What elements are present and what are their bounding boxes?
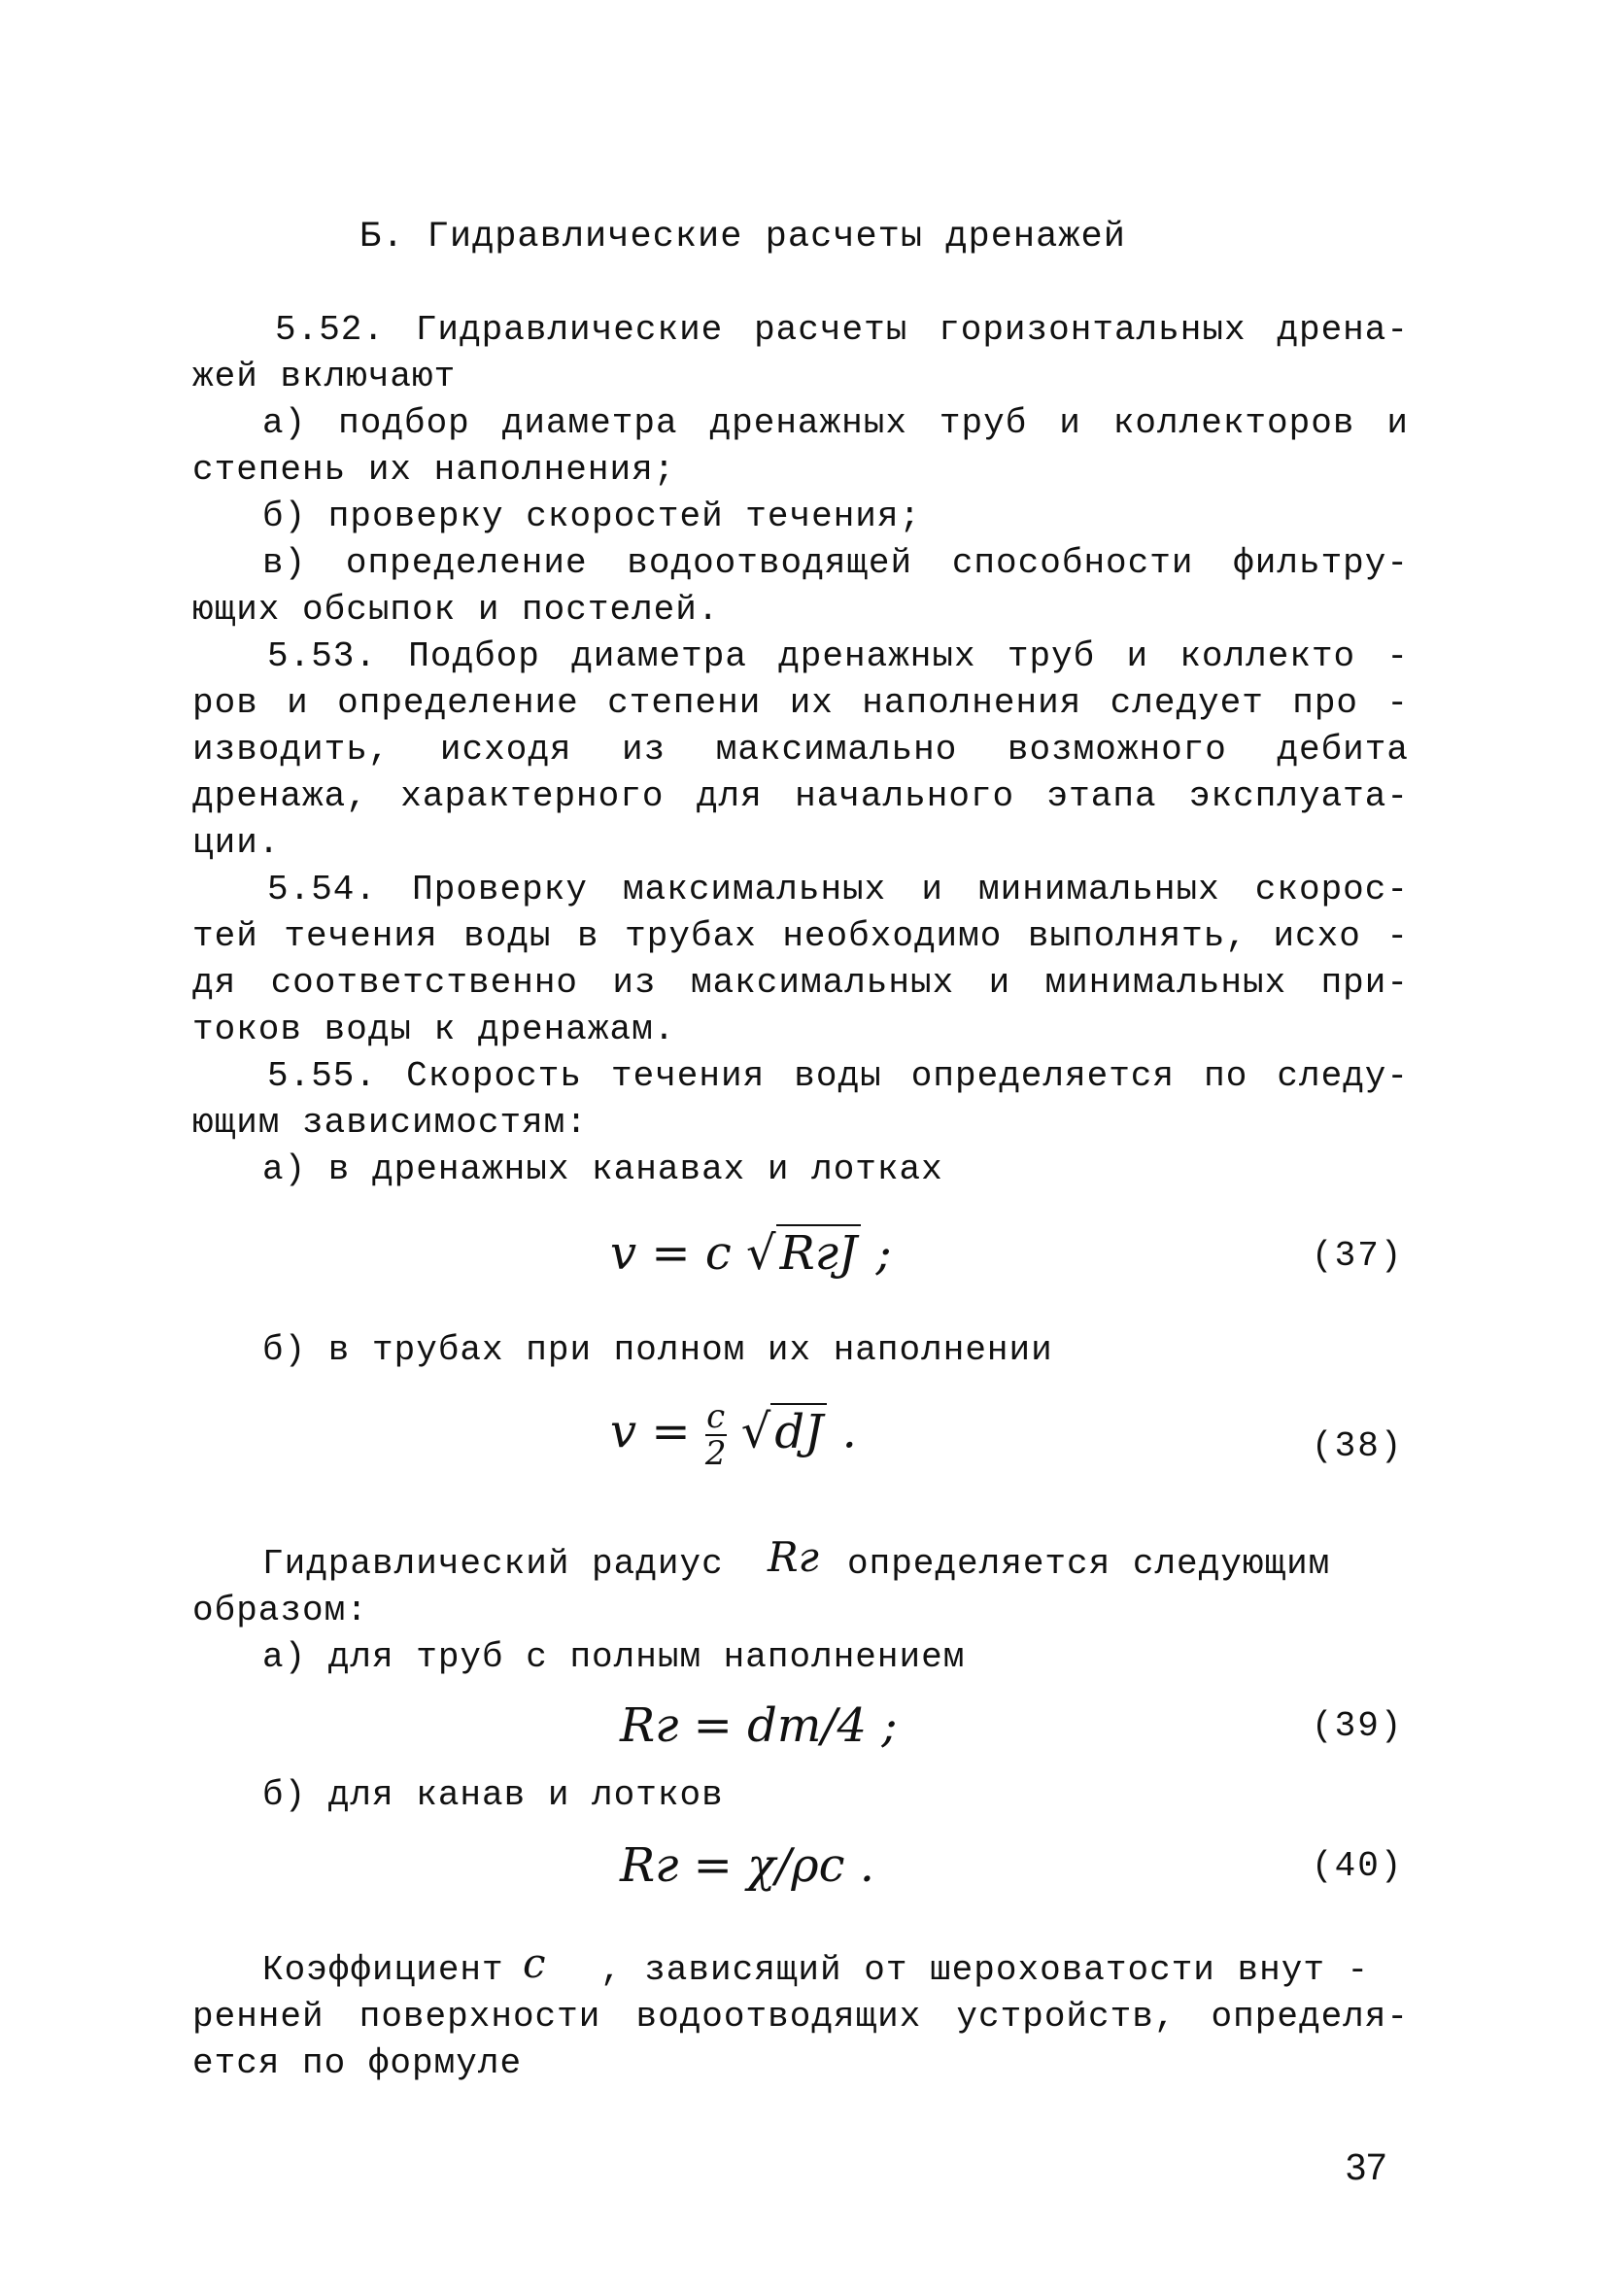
text-line: токов воды к дренажам.	[192, 1010, 676, 1049]
text-line: в) определение водоотводящей способности фильтру-	[262, 543, 1409, 583]
text-line: б) проверку скоростей течения;	[262, 497, 922, 536]
text-line: дя соответственно из максимальных и минимальных при-	[192, 963, 1409, 1003]
equation-number: (39)	[1312, 1706, 1404, 1746]
equation-number: (38)	[1312, 1426, 1404, 1466]
text-line: образом:	[192, 1591, 368, 1630]
text-line: 5.55. Скорость течения воды определяется по следу-	[267, 1056, 1409, 1096]
formula-37: v = c √RгJ ;	[610, 1226, 892, 1281]
symbol-c: c	[523, 1939, 546, 1987]
text-line: ющих обсыпок и постелей.	[192, 590, 720, 630]
text-line: жей включают	[192, 357, 457, 396]
text-line: ров и определение степени их наполнения следует про -	[192, 683, 1409, 723]
text-line: а) в дренажных канавах и лотках	[262, 1149, 943, 1189]
fraction: $\frac{c}{2}$	[704, 1397, 727, 1473]
equation-number: (40)	[1312, 1846, 1404, 1886]
text-line: изводить, исходя из максимально возможного дебита	[192, 730, 1409, 770]
text-line: степень их наполнения;	[192, 450, 676, 490]
text-line: 5.52. Гидравлические расчеты горизонтальных дрена-	[275, 310, 1409, 350]
text-line: ренней поверхности водоотводящих устройств, определя-	[192, 1997, 1409, 2037]
formula-40: Rг = χ/ρc .	[620, 1838, 875, 1893]
equation-number: (37)	[1312, 1236, 1404, 1276]
formula-39: Rг = dт/4 ;	[620, 1698, 898, 1753]
text-line: б) в трубах при полном их наполнении	[262, 1330, 1053, 1370]
section-heading: Б. Гидравлические расчеты дренажей	[359, 217, 1126, 257]
page-number: 37	[1346, 2147, 1387, 2188]
text-line: Гидравлический радиус	[262, 1544, 724, 1584]
text-line: 5.53. Подбор диаметра дренажных труб и коллекто -	[267, 636, 1409, 676]
text-line: 5.54. Проверку максимальных и минимальных скорос-	[267, 870, 1409, 909]
text-line: дренажа, характерного для начального этапа эксплуата-	[192, 776, 1409, 816]
text-line: б) для канав и лотков	[262, 1775, 724, 1815]
text-line: а) подбор диаметра дренажных труб и коллекторов и	[262, 403, 1409, 443]
text-line: определяется следующим	[847, 1544, 1331, 1584]
text-line: Коэффициент	[262, 1950, 504, 1990]
text-line: , зависящий от шероховатости внут -	[600, 1950, 1370, 1990]
formula-38: v = $\frac{c}{2}$ √dJ .	[610, 1397, 857, 1473]
text-line: ющим зависимостям:	[192, 1103, 588, 1143]
text-line: тей течения воды в трубах необходимо выполнять, исхо -	[192, 916, 1409, 956]
symbol-rg: Rг	[768, 1533, 819, 1581]
text-line: ции.	[192, 823, 281, 863]
text-line: ется по формуле	[192, 2043, 523, 2083]
text-line: а) для труб с полным наполнением	[262, 1637, 966, 1677]
